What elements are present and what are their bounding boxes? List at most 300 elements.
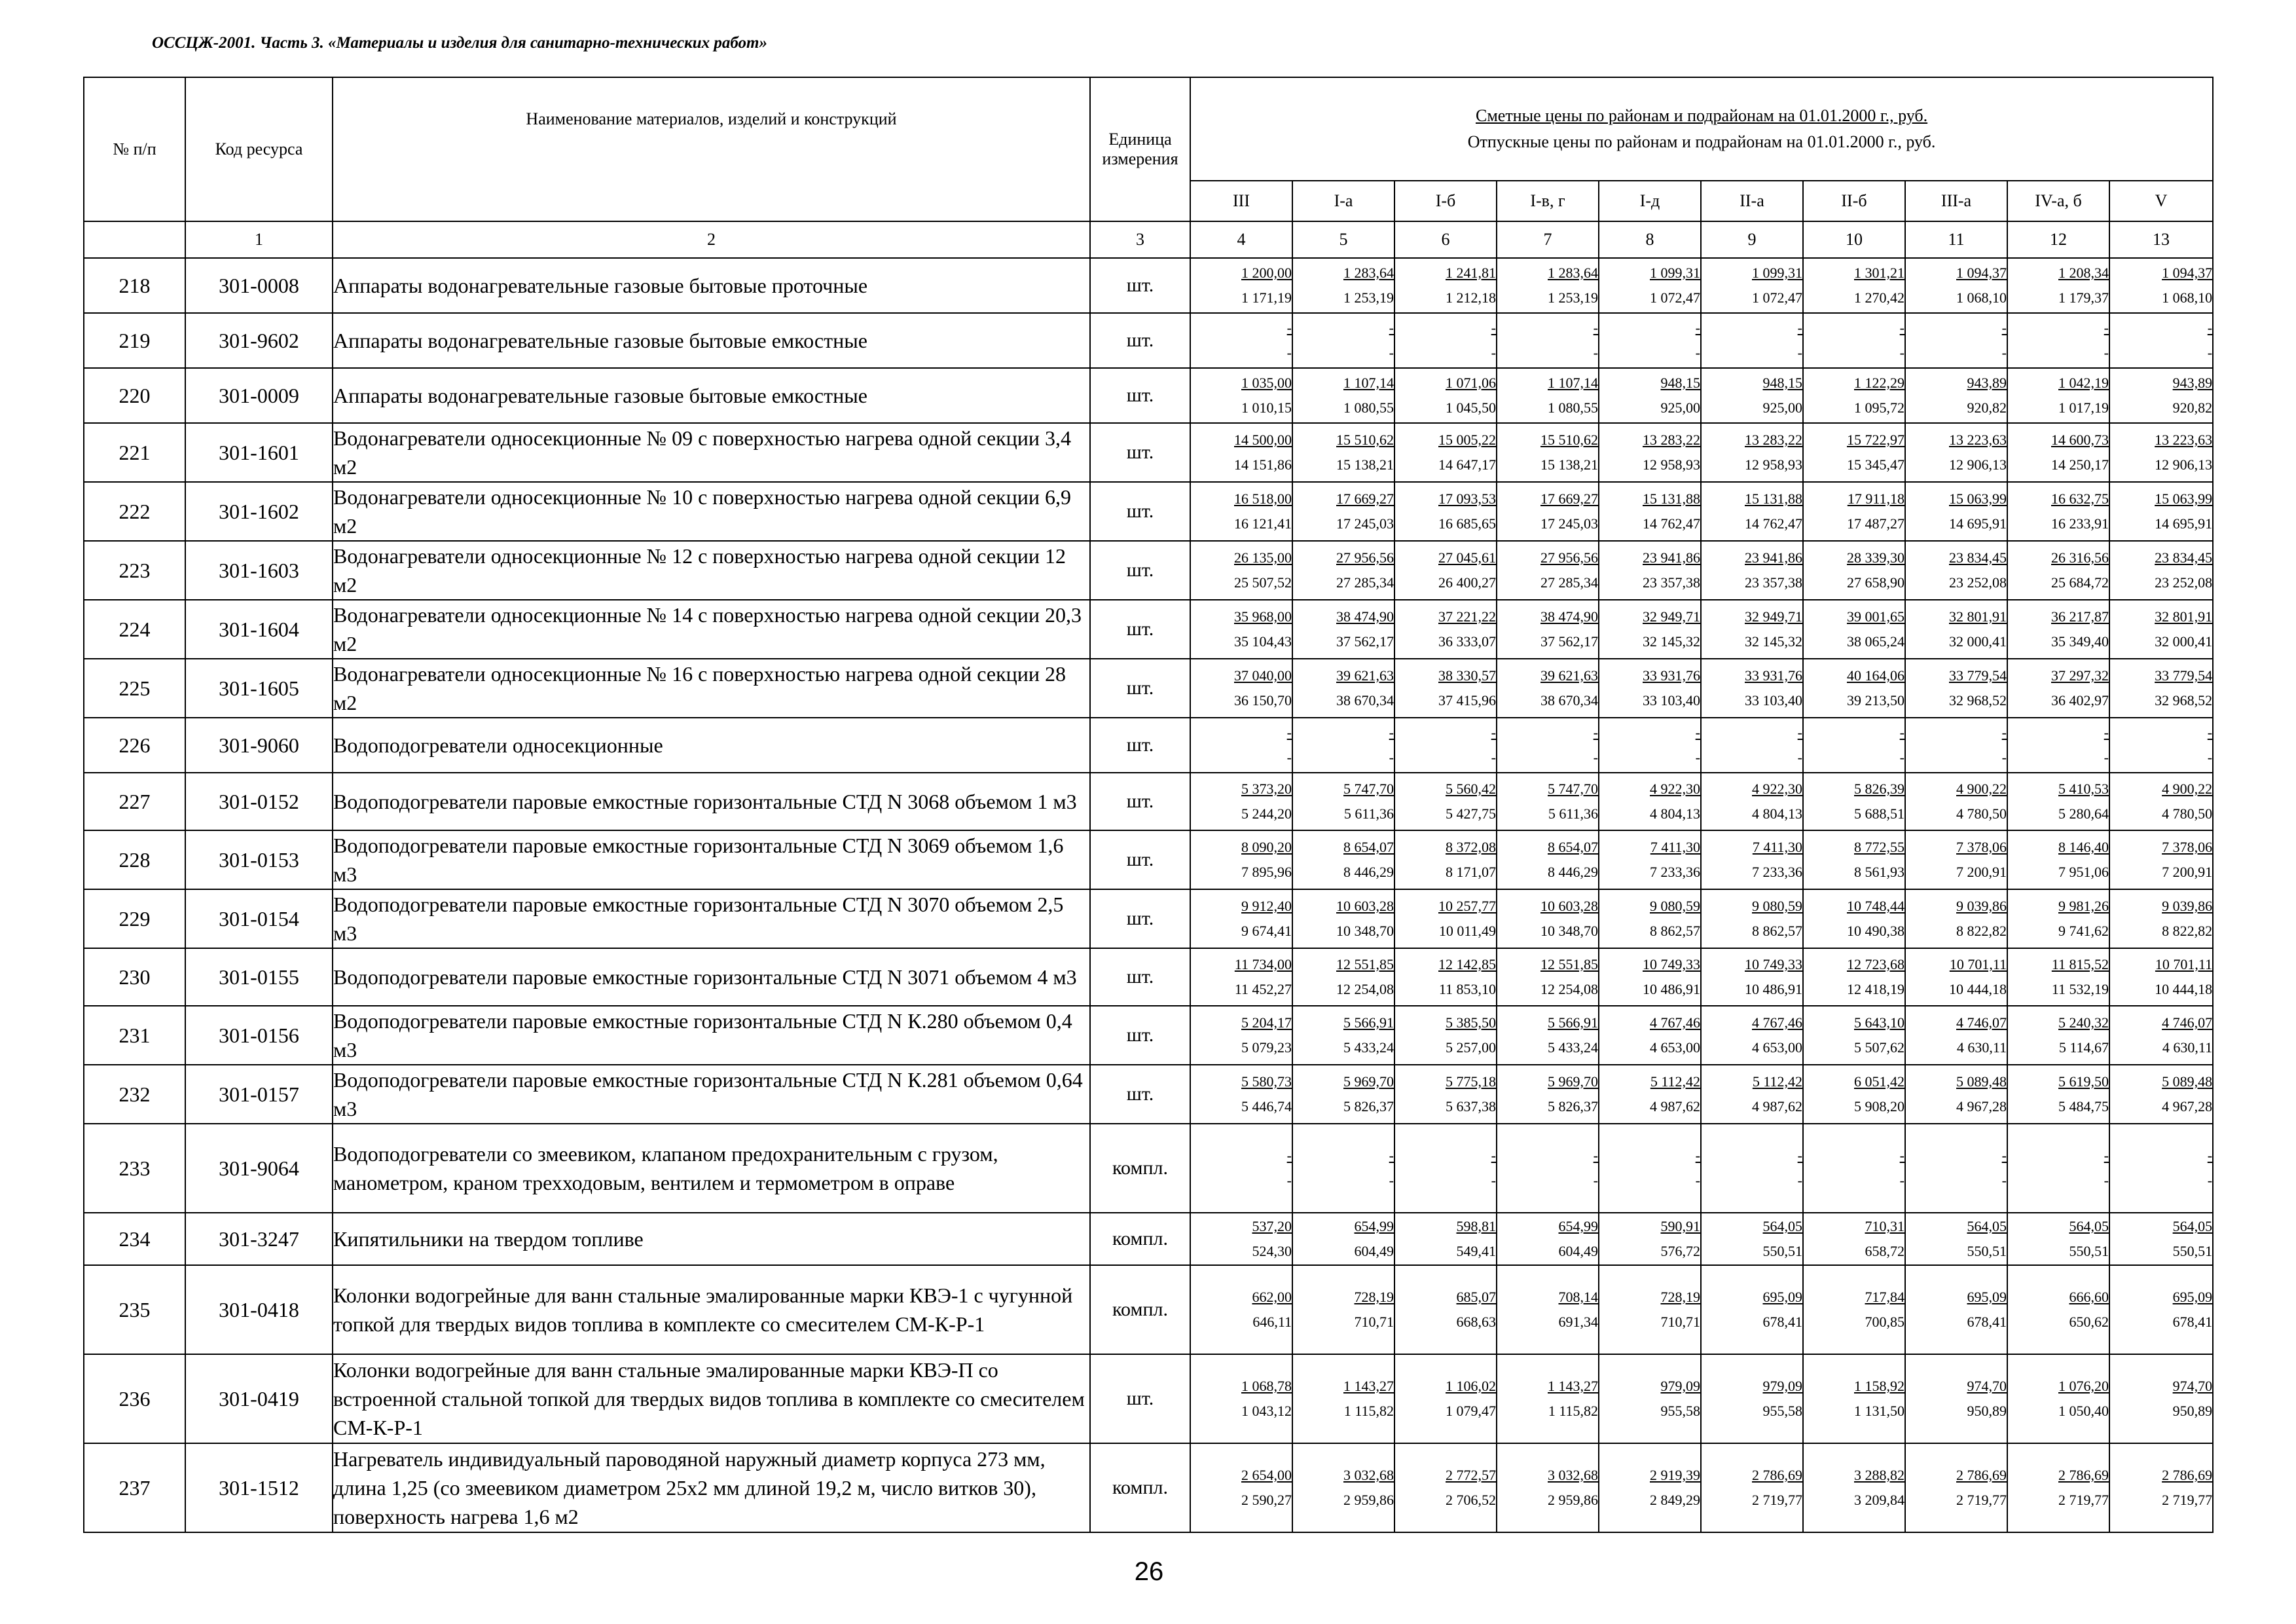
release-price: 10 444,18 <box>2155 981 2213 997</box>
estimate-price: 37 221,22 <box>1438 608 1496 625</box>
estimate-price: - <box>1593 1147 1598 1164</box>
release-price: 691,34 <box>1558 1314 1598 1330</box>
header-row <box>84 77 2213 181</box>
release-price: - <box>1695 1172 1700 1189</box>
row-number: 227 <box>84 773 185 830</box>
estimate-price: 23 941,86 <box>1745 549 1802 566</box>
release-price: 2 959,86 <box>1343 1492 1394 1508</box>
price-cell <box>1701 1265 1803 1354</box>
price-cell <box>1394 1443 1497 1532</box>
estimate-price: 16 632,75 <box>2051 490 2109 507</box>
column-number: 9 <box>1701 221 1803 258</box>
unit-of-measure: шт. <box>1090 423 1190 482</box>
estimate-price: 10 603,28 <box>1336 898 1394 914</box>
price-cell <box>1905 1065 2007 1124</box>
price-table <box>83 77 2214 1533</box>
price-cell <box>1803 1265 1905 1354</box>
estimate-price: 598,81 <box>1456 1218 1496 1234</box>
region-header: III <box>1190 181 1292 221</box>
material-name: Колонки водогрейные для ванн стальные эмалированные марки КВЭ-П со встроенной стальной топкой для твердых видов топлива в комплекте со смесителем СМ-К-Р-1 <box>333 1354 1090 1443</box>
estimate-price: 943,89 <box>1967 375 2007 391</box>
price-cell <box>1701 600 1803 659</box>
release-price: 25 684,72 <box>2051 574 2109 591</box>
estimate-price: 13 283,22 <box>1643 432 1700 448</box>
release-price: - <box>1389 344 1394 361</box>
price-cell <box>1190 600 1292 659</box>
estimate-price: 10 701,11 <box>2155 956 2213 972</box>
resource-code: 301-0418 <box>185 1265 333 1354</box>
price-cell <box>1701 1124 1803 1213</box>
price-cell <box>1905 718 2007 773</box>
estimate-price: - <box>2207 1147 2213 1164</box>
release-price: 1 050,40 <box>2058 1403 2109 1419</box>
release-price: 14 250,17 <box>2051 456 2109 473</box>
release-price: - <box>2207 344 2213 361</box>
estimate-price: 1 042,19 <box>2058 375 2109 391</box>
release-price: 2 719,77 <box>2058 1492 2109 1508</box>
estimate-price: - <box>1389 1147 1394 1164</box>
release-price: - <box>2104 749 2109 766</box>
column-number: 11 <box>1905 221 2007 258</box>
estimate-price: 5 643,10 <box>1854 1014 1904 1031</box>
release-price: 10 490,38 <box>1847 923 1904 939</box>
release-price: 11 452,27 <box>1234 981 1292 997</box>
resource-code: 301-0157 <box>185 1065 333 1124</box>
estimate-price: 7 378,06 <box>1956 839 2007 855</box>
estimate-price: 1 208,34 <box>2058 265 2109 281</box>
unit-of-measure: шт. <box>1090 948 1190 1006</box>
price-cell <box>1599 1065 1701 1124</box>
price-cell <box>1803 1443 1905 1532</box>
price-cell <box>2007 1124 2109 1213</box>
price-cell <box>1394 889 1497 948</box>
row-number: 221 <box>84 423 185 482</box>
price-cell <box>1394 600 1497 659</box>
release-price: - <box>2104 344 2109 361</box>
release-price: 10 348,70 <box>1540 923 1598 939</box>
estimate-price: 17 669,27 <box>1336 490 1394 507</box>
release-price: 1 079,47 <box>1446 1403 1496 1419</box>
material-name: Колонки водогрейные для ванн стальные эмалированные марки КВЭ-1 с чугунной топкой для твердых видов топлива в комплекте со смесителем СМ-К-Р-1 <box>333 1265 1090 1354</box>
estimate-price: 32 801,91 <box>1949 608 2007 625</box>
release-price: 925,00 <box>1762 399 1802 416</box>
price-cell <box>1292 1213 1394 1265</box>
unit-of-measure: шт. <box>1090 482 1190 541</box>
price-cell <box>1394 659 1497 718</box>
release-price: 36 402,97 <box>2051 692 2109 709</box>
material-name: Водонагреватели односекционные № 09 с поверхностью нагрева одной секции 3,4 м2 <box>333 423 1090 482</box>
estimate-price: 17 093,53 <box>1438 490 1496 507</box>
release-price: 15 345,47 <box>1847 456 1904 473</box>
price-cell <box>1803 1124 1905 1213</box>
estimate-price: 12 551,85 <box>1540 956 1598 972</box>
estimate-price: 4 900,22 <box>1956 781 2007 797</box>
estimate-price: 728,19 <box>1660 1289 1700 1305</box>
release-price: 2 959,86 <box>1548 1492 1598 1508</box>
estimate-price: 36 217,87 <box>2051 608 2109 625</box>
release-price: 25 507,52 <box>1234 574 1292 591</box>
price-cell <box>2109 1443 2213 1532</box>
price-cell <box>2007 830 2109 889</box>
price-cell <box>2109 541 2213 600</box>
column-number: 1 <box>185 221 333 258</box>
resource-code: 301-0009 <box>185 368 333 423</box>
resource-code: 301-0153 <box>185 830 333 889</box>
estimate-price: 2 772,57 <box>1446 1467 1496 1483</box>
price-cell <box>1599 1006 1701 1065</box>
column-number: 2 <box>333 221 1090 258</box>
resource-code: 301-0155 <box>185 948 333 1006</box>
release-price: 32 000,41 <box>1949 633 2007 650</box>
release-price: 37 562,17 <box>1540 633 1598 650</box>
row-number: 233 <box>84 1124 185 1213</box>
price-cell <box>2007 600 2109 659</box>
unit-of-measure: шт. <box>1090 1006 1190 1065</box>
material-name: Водоподогреватели паровые емкостные горизонтальные СТД N К.280 объемом 0,4 м3 <box>333 1006 1090 1065</box>
release-price: 650,62 <box>2069 1314 2109 1330</box>
estimate-price: 8 090,20 <box>1241 839 1292 855</box>
price-cell <box>2109 718 2213 773</box>
release-price: 37 562,17 <box>1336 633 1394 650</box>
material-name: Водоподогреватели паровые емкостные горизонтальные СТД N 3069 объемом 1,6 м3 <box>333 830 1090 889</box>
price-cell <box>1803 482 1905 541</box>
price-cell <box>1803 1213 1905 1265</box>
release-price: - <box>2001 344 2007 361</box>
resource-code: 301-1604 <box>185 600 333 659</box>
price-cell <box>2007 258 2109 313</box>
estimate-price: 13 223,63 <box>1949 432 2007 448</box>
price-cell <box>1905 1124 2007 1213</box>
price-cell <box>1292 830 1394 889</box>
estimate-price: 5 089,48 <box>1956 1073 2007 1090</box>
table-row <box>84 1265 2213 1354</box>
price-cell <box>2007 1443 2109 1532</box>
price-cell <box>1497 1213 1599 1265</box>
estimate-price: 5 969,70 <box>1343 1073 1394 1090</box>
release-price: - <box>1899 344 1904 361</box>
release-price: 36 150,70 <box>1234 692 1292 709</box>
release-price: 7 200,91 <box>1956 864 2007 880</box>
resource-code: 301-0156 <box>185 1006 333 1065</box>
release-price: 955,58 <box>1660 1403 1700 1419</box>
release-price: 4 804,13 <box>1650 805 1700 822</box>
release-price: 524,30 <box>1252 1243 1292 1259</box>
table-row <box>84 948 2213 1006</box>
region-header: V <box>2109 181 2213 221</box>
price-cell <box>1394 1065 1497 1124</box>
release-price: 12 254,08 <box>1336 981 1394 997</box>
release-price: 32 968,52 <box>2155 692 2213 709</box>
release-price: - <box>2207 749 2213 766</box>
estimate-price: 15 722,97 <box>1847 432 1904 448</box>
release-price: 8 171,07 <box>1446 864 1496 880</box>
estimate-price: 10 603,28 <box>1540 898 1598 914</box>
price-cell <box>2007 948 2109 1006</box>
resource-code: 301-0152 <box>185 773 333 830</box>
release-price: - <box>1797 749 1802 766</box>
unit-of-measure: шт. <box>1090 600 1190 659</box>
price-cell <box>1497 368 1599 423</box>
price-table-body <box>84 258 2213 1532</box>
price-cell <box>1394 773 1497 830</box>
release-price: 5 433,24 <box>1548 1039 1598 1056</box>
row-number: 236 <box>84 1354 185 1443</box>
estimate-price: 1 283,64 <box>1343 265 1394 281</box>
release-price: 4 967,28 <box>2162 1098 2213 1115</box>
estimate-price: 1 200,00 <box>1241 265 1292 281</box>
release-price: 8 862,57 <box>1650 923 1700 939</box>
release-price: 32 145,32 <box>1643 633 1700 650</box>
estimate-price: 33 779,54 <box>1949 667 2007 684</box>
release-price: 1 068,10 <box>1956 289 2007 306</box>
price-cell <box>1599 423 1701 482</box>
release-price: 4 653,00 <box>1650 1039 1700 1056</box>
release-price: 9 741,62 <box>2058 923 2109 939</box>
price-cell <box>1701 1006 1803 1065</box>
estimate-price: 39 001,65 <box>1847 608 1904 625</box>
estimate-price: 4 746,07 <box>1956 1014 2007 1031</box>
price-cell <box>1599 1213 1701 1265</box>
price-cell <box>1394 1213 1497 1265</box>
release-price: - <box>1593 749 1598 766</box>
price-cell <box>1905 313 2007 368</box>
price-cell <box>1190 889 1292 948</box>
price-cell <box>1394 368 1497 423</box>
price-cell <box>2007 1213 2109 1265</box>
release-price: - <box>1797 344 1802 361</box>
release-price: 36 333,07 <box>1438 633 1496 650</box>
estimate-price: 39 621,63 <box>1336 667 1394 684</box>
release-price: 1 253,19 <box>1548 289 1598 306</box>
price-cell <box>1497 258 1599 313</box>
price-cell <box>1599 541 1701 600</box>
table-row <box>84 541 2213 600</box>
unit-of-measure: шт. <box>1090 541 1190 600</box>
estimate-price: 4 922,30 <box>1752 781 1802 797</box>
release-price: 27 285,34 <box>1540 574 1598 591</box>
estimate-price: - <box>2001 724 2007 741</box>
price-cell <box>1803 368 1905 423</box>
release-price: 23 252,08 <box>2155 574 2213 591</box>
estimate-price: 1 283,64 <box>1548 265 1598 281</box>
estimate-price: 10 701,11 <box>1949 956 2007 972</box>
price-cell <box>2007 659 2109 718</box>
price-cell <box>1803 830 1905 889</box>
release-price: 5 908,20 <box>1854 1098 1904 1115</box>
price-cell <box>1599 313 1701 368</box>
unit-of-measure: шт. <box>1090 830 1190 889</box>
col-header-name: Наименование материалов, изделий и конструкций <box>333 77 1090 221</box>
unit-of-measure: шт. <box>1090 258 1190 313</box>
row-number: 224 <box>84 600 185 659</box>
estimate-price: 37 297,32 <box>2051 667 2109 684</box>
price-cell <box>1701 423 1803 482</box>
prices-estimate-title: Сметные цены по районам и подрайонам на 01.01.2000 г., руб. <box>1475 106 1928 125</box>
estimate-price: 666,60 <box>2069 1289 2109 1305</box>
price-cell <box>1803 659 1905 718</box>
price-cell <box>1599 368 1701 423</box>
price-cell <box>1599 1443 1701 1532</box>
release-price: 14 695,91 <box>2155 515 2213 532</box>
price-cell <box>1701 1065 1803 1124</box>
estimate-price: 8 654,07 <box>1548 839 1598 855</box>
release-price: 7 895,96 <box>1241 864 1292 880</box>
estimate-price: 27 045,61 <box>1438 549 1496 566</box>
estimate-price: 974,70 <box>2172 1378 2213 1394</box>
estimate-price: - <box>2207 724 2213 741</box>
price-cell <box>1701 659 1803 718</box>
estimate-price: 695,09 <box>2172 1289 2213 1305</box>
release-price: 8 446,29 <box>1343 864 1394 880</box>
document-header: ОССЦЖ-2001. Часть 3. «Материалы и изделия для санитарно-технических работ» <box>152 34 767 52</box>
estimate-price: - <box>1899 320 1904 336</box>
release-price: - <box>1899 1172 1904 1189</box>
release-price: 710,71 <box>1660 1314 1700 1330</box>
release-price: 14 151,86 <box>1234 456 1292 473</box>
release-price: 2 719,77 <box>2162 1492 2213 1508</box>
row-number: 218 <box>84 258 185 313</box>
release-price: 5 433,24 <box>1343 1039 1394 1056</box>
price-cell <box>1599 659 1701 718</box>
unit-of-measure: компл. <box>1090 1124 1190 1213</box>
estimate-price: 35 968,00 <box>1234 608 1292 625</box>
estimate-price: 38 474,90 <box>1540 608 1598 625</box>
estimate-price: 9 039,86 <box>1956 898 2007 914</box>
release-price: 8 446,29 <box>1548 864 1598 880</box>
release-price: 16 233,91 <box>2051 515 2109 532</box>
release-price: - <box>2001 749 2007 766</box>
release-price: 5 507,62 <box>1854 1039 1904 1056</box>
estimate-price: 979,09 <box>1762 1378 1802 1394</box>
release-price: - <box>1491 344 1496 361</box>
price-cell <box>2109 482 2213 541</box>
material-name: Водоподогреватели паровые емкостные горизонтальные СТД N 3068 объемом 1 м3 <box>333 773 1090 830</box>
price-cell <box>2007 889 2109 948</box>
release-price: 8 822,82 <box>2162 923 2213 939</box>
release-price: 11 853,10 <box>1438 981 1496 997</box>
resource-code: 301-1603 <box>185 541 333 600</box>
table-row <box>84 1006 2213 1065</box>
estimate-price: 5 410,53 <box>2058 781 2109 797</box>
material-name: Водонагреватели односекционные № 14 с поверхностью нагрева одной секции 20,3 м2 <box>333 600 1090 659</box>
price-cell <box>1292 773 1394 830</box>
price-cell <box>1190 368 1292 423</box>
table-row <box>84 659 2213 718</box>
region-header: IV-а, б <box>2007 181 2109 221</box>
table-row <box>84 423 2213 482</box>
estimate-price: 1 068,78 <box>1241 1378 1292 1394</box>
release-price: 17 487,27 <box>1847 515 1904 532</box>
price-cell <box>2007 541 2109 600</box>
release-price: 550,51 <box>1762 1243 1802 1259</box>
release-price: 604,49 <box>1558 1243 1598 1259</box>
release-price: 4 653,00 <box>1752 1039 1802 1056</box>
estimate-price: 708,14 <box>1558 1289 1598 1305</box>
price-cell <box>1190 948 1292 1006</box>
estimate-price: 5 089,48 <box>2162 1073 2213 1090</box>
release-price: 4 630,11 <box>2162 1039 2213 1056</box>
estimate-price: 23 941,86 <box>1643 549 1700 566</box>
price-cell <box>1292 1265 1394 1354</box>
estimate-price: 8 772,55 <box>1854 839 1904 855</box>
release-price: 10 486,91 <box>1643 981 1700 997</box>
material-name: Водоподогреватели односекционные <box>333 718 1090 773</box>
release-price: 8 822,82 <box>1956 923 2007 939</box>
estimate-price: 3 032,68 <box>1548 1467 1598 1483</box>
price-cell <box>1190 1124 1292 1213</box>
estimate-price: - <box>1695 320 1700 336</box>
material-name: Водоподогреватели паровые емкостные горизонтальные СТД N К.281 объемом 0,64 м3 <box>333 1065 1090 1124</box>
row-number: 234 <box>84 1213 185 1265</box>
price-cell <box>2007 1006 2109 1065</box>
release-price: 658,72 <box>1865 1243 1904 1259</box>
release-price: 700,85 <box>1865 1314 1904 1330</box>
row-number: 235 <box>84 1265 185 1354</box>
price-cell <box>1803 1354 1905 1443</box>
estimate-price: 2 919,39 <box>1650 1467 1700 1483</box>
release-price: 17 245,03 <box>1540 515 1598 532</box>
estimate-price: 7 378,06 <box>2162 839 2213 855</box>
price-cell <box>1599 948 1701 1006</box>
material-name: Водонагреватели односекционные № 10 с поверхностью нагрева одной секции 6,9 м2 <box>333 482 1090 541</box>
estimate-price: 564,05 <box>1967 1218 2007 1234</box>
release-price: 5 611,36 <box>1548 805 1598 822</box>
estimate-price: - <box>1491 1147 1496 1164</box>
estimate-price: 15 131,88 <box>1745 490 1802 507</box>
price-cell <box>2109 1354 2213 1443</box>
estimate-price: 1 094,37 <box>2162 265 2213 281</box>
estimate-price: 564,05 <box>2069 1218 2109 1234</box>
price-cell <box>1292 948 1394 1006</box>
release-price: 9 674,41 <box>1241 923 1292 939</box>
price-cell <box>2007 1354 2109 1443</box>
release-price: 4 967,28 <box>1956 1098 2007 1115</box>
release-price: 33 103,40 <box>1643 692 1700 709</box>
estimate-price: 1 301,21 <box>1854 265 1904 281</box>
row-number: 229 <box>84 889 185 948</box>
estimate-price: 710,31 <box>1865 1218 1904 1234</box>
price-cell <box>1394 718 1497 773</box>
unit-of-measure: шт. <box>1090 659 1190 718</box>
release-price: 2 719,77 <box>1956 1492 2007 1508</box>
price-cell <box>1803 313 1905 368</box>
estimate-price: 38 330,57 <box>1438 667 1496 684</box>
price-cell <box>1190 1443 1292 1532</box>
price-cell <box>1190 1354 1292 1443</box>
price-cell <box>1599 1354 1701 1443</box>
price-cell <box>1599 830 1701 889</box>
price-cell <box>1497 889 1599 948</box>
estimate-price: - <box>1593 320 1598 336</box>
price-cell <box>2109 1213 2213 1265</box>
estimate-price: 26 316,56 <box>2051 549 2109 566</box>
release-price: 5 257,00 <box>1446 1039 1496 1056</box>
release-price: 7 951,06 <box>2058 864 2109 880</box>
column-number: 7 <box>1497 221 1599 258</box>
price-cell <box>2109 368 2213 423</box>
release-price: 668,63 <box>1456 1314 1496 1330</box>
price-cell <box>2109 773 2213 830</box>
release-price: - <box>1286 344 1292 361</box>
estimate-price: - <box>1695 1147 1700 1164</box>
price-cell <box>1599 1124 1701 1213</box>
price-cell <box>2109 948 2213 1006</box>
price-cell <box>1292 482 1394 541</box>
estimate-price: 10 749,33 <box>1643 956 1700 972</box>
estimate-price: 5 112,42 <box>1650 1073 1700 1090</box>
estimate-price: 15 063,99 <box>2155 490 2213 507</box>
release-price: 23 357,38 <box>1643 574 1700 591</box>
